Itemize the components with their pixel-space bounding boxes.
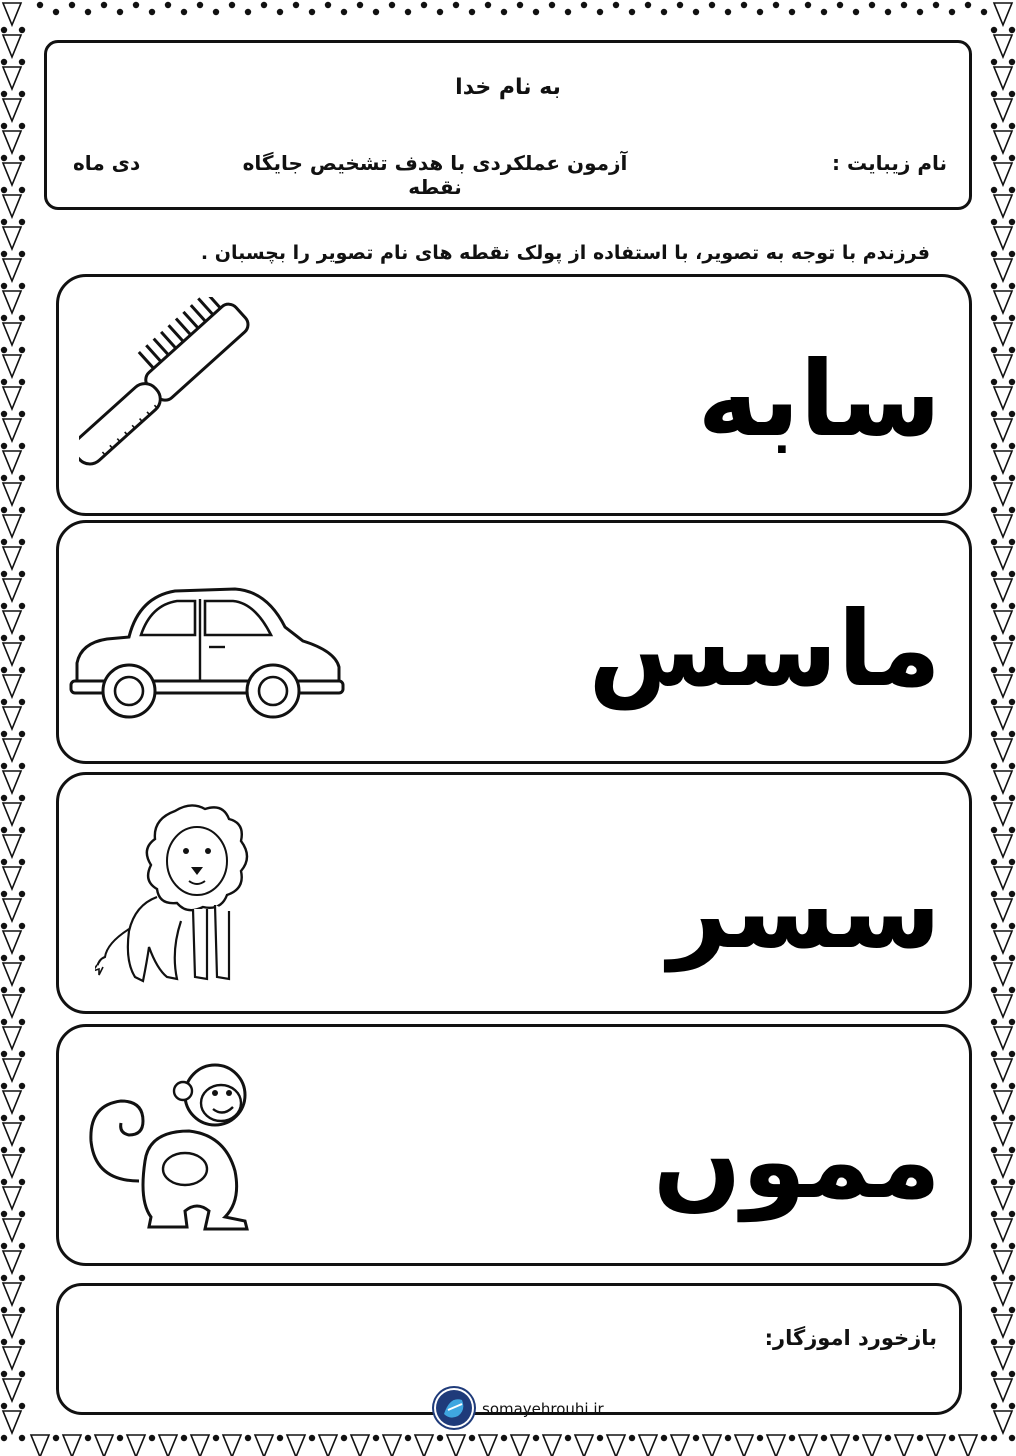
instruction-text: فرزندم با توجه به تصویر، با استفاده از پولک نقطه های نام تصویر را بچسبان . xyxy=(200,242,930,264)
student-name-label: نام زیبایت : xyxy=(832,151,947,175)
comb-icon xyxy=(79,297,269,497)
header-box xyxy=(44,40,972,210)
word-label: سابه xyxy=(697,338,941,460)
word-label: مموں xyxy=(652,1100,941,1222)
word-card xyxy=(56,1024,972,1266)
word-card xyxy=(56,520,972,764)
lion-icon xyxy=(95,801,275,1001)
test-month: دی ماه xyxy=(73,151,141,175)
site-watermark xyxy=(432,1386,604,1430)
car-icon xyxy=(67,567,347,737)
page-title: به نام خدا xyxy=(455,75,561,100)
somayeh-rouhi-logo xyxy=(432,1386,476,1430)
test-subject: آزمون عملکردی با هدف تشخیص جایگاه نقطه xyxy=(242,151,628,199)
word-label: سسر xyxy=(668,850,941,972)
word-card xyxy=(56,274,972,516)
monkey-icon xyxy=(85,1061,285,1241)
word-label: ماسس xyxy=(588,588,941,710)
site-url: somayehrouhi.ir xyxy=(482,1400,604,1418)
word-card xyxy=(56,772,972,1014)
teacher-feedback-label: بازخورد اموزگار: xyxy=(764,1326,937,1350)
